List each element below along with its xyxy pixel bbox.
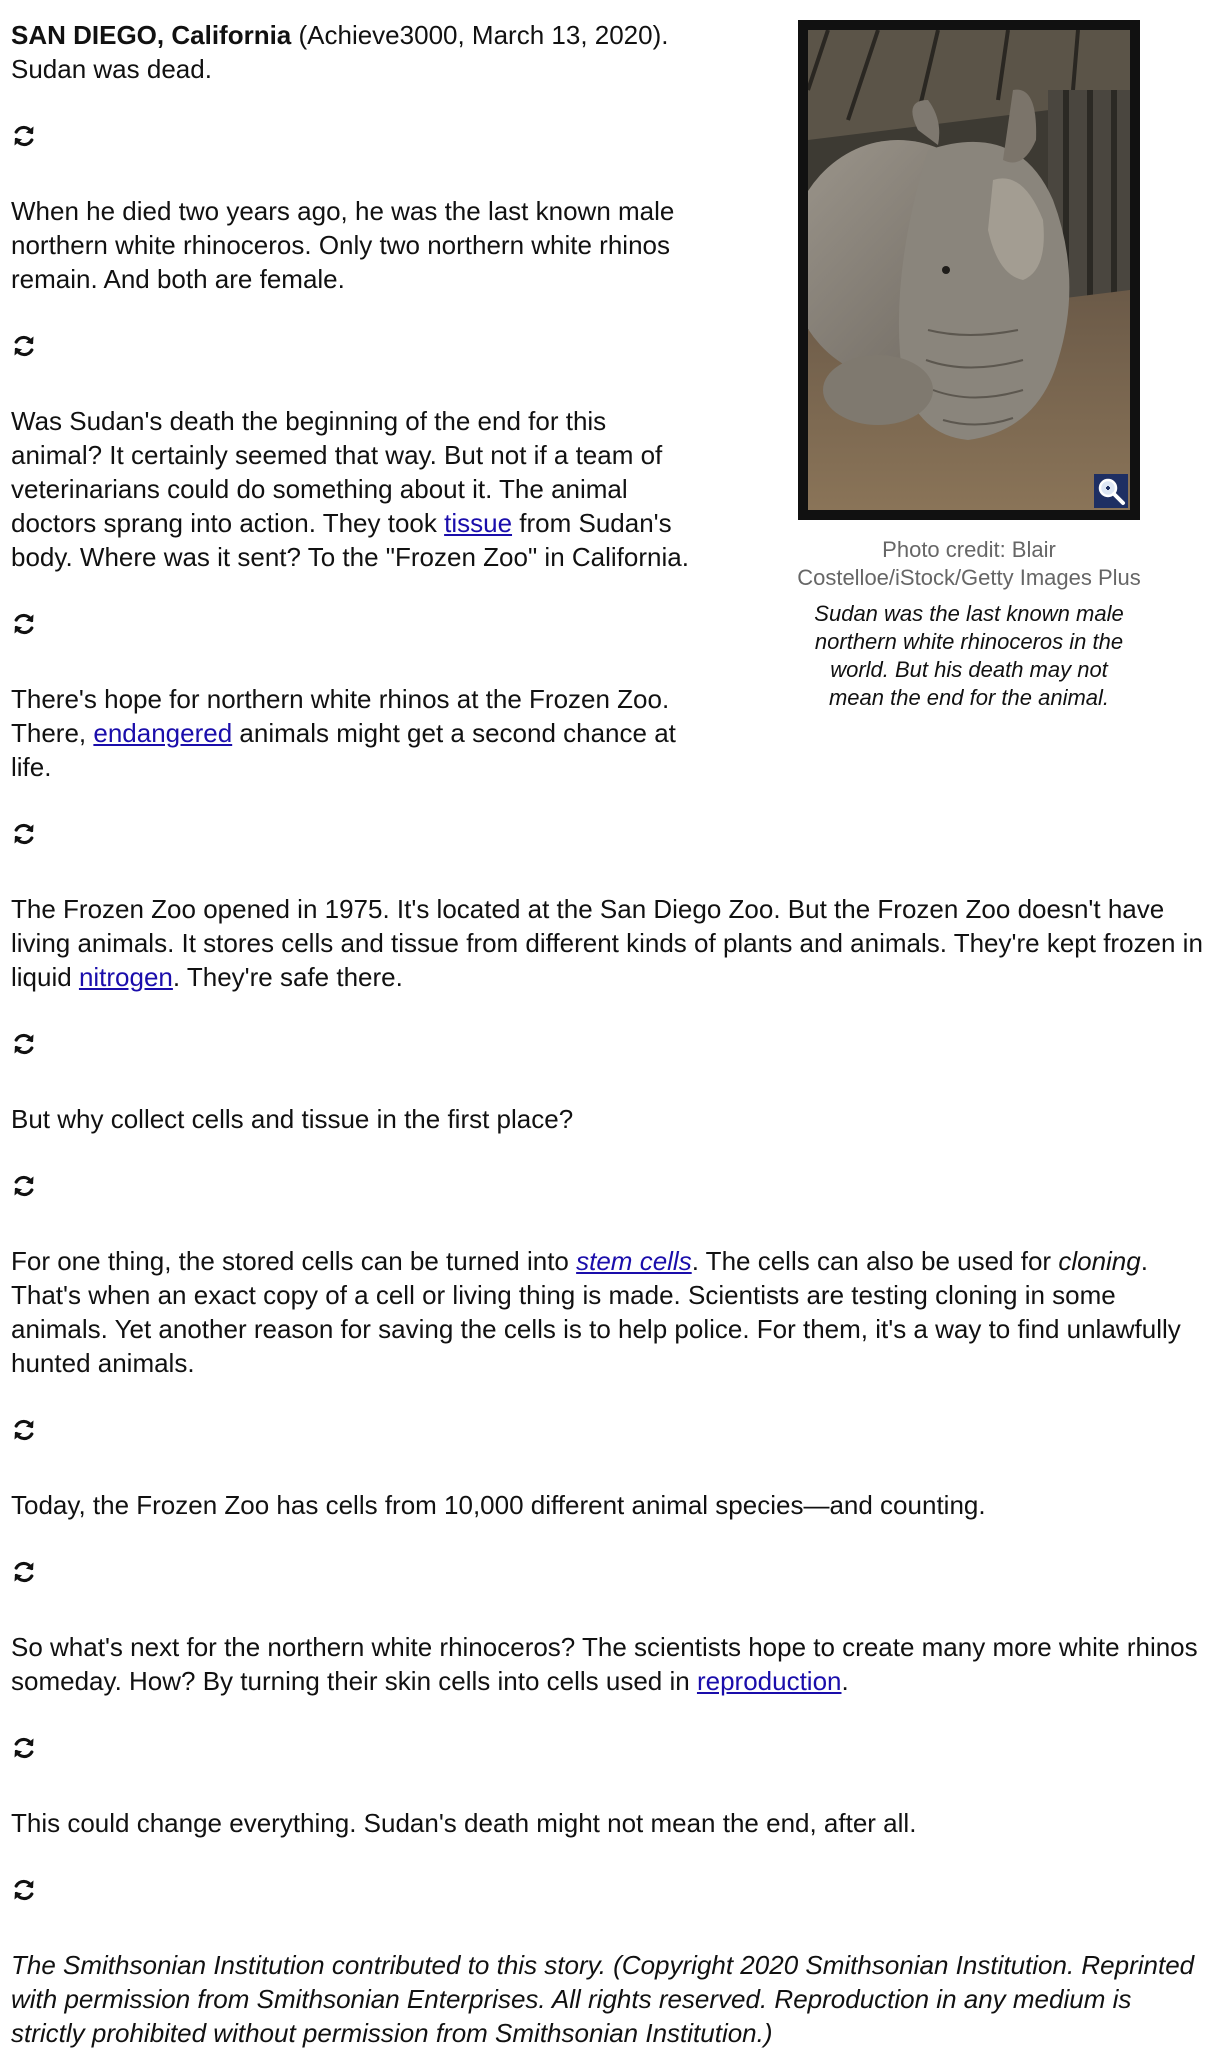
text-run: The Frozen Zoo opened in 1975. It's located at the San Diego Zoo. But the Frozen Zoo doesn't have living animals. It stores cells and tissue from different kinds of plants and animals. They're kept frozen in liquid: [11, 894, 1203, 992]
photo-caption: Sudan was the last known male northern white rhinoceros in the world. But his death may not mean the end for the animal.: [814, 601, 1124, 710]
text-run: Was Sudan's death the beginning of the end for this animal? It certainly seemed that way. But not if a team of veterinarians could do something about it. The animal doctors sprang into action. They took: [11, 406, 663, 538]
refresh-icon[interactable]: [11, 1735, 37, 1761]
refresh-icon[interactable]: [11, 1877, 37, 1903]
paragraph-4: [11, 682, 691, 784]
link-nitrogen[interactable]: nitrogen: [78, 962, 173, 992]
copyright-notice: The Smithsonian Institution contributed to this story. (Copyright 2020 Smithsonian Institution. Reprinted with permission from Smithsonian Enterprises. All rights reserved. Reproduction in any medium is strictly prohibited without permission from Smithsonian Institution.): [11, 1950, 1195, 2048]
refresh-icon[interactable]: [11, 123, 37, 149]
paragraph-7: [11, 1244, 1209, 1380]
paragraph-divider: [11, 1380, 1209, 1488]
paragraph-10: This could change everything. Sudan's death might not mean the end, after all.: [11, 1808, 917, 1838]
photo-credit: Photo credit: Blair Costelloe/iStock/Getty Images Plus: [797, 537, 1141, 590]
text-run: . The cells can also be used for: [691, 1246, 1059, 1276]
refresh-icon[interactable]: [11, 1031, 37, 1057]
text-run: So what's next for the northern white rhinoceros? The scientists hope to create many more white rhinos someday. How? By turning their skin cells into cells used in: [11, 1632, 1198, 1696]
text-run: .: [841, 1666, 849, 1696]
rhino-photo[interactable]: [808, 30, 1130, 510]
text-run: . That's when an exact copy of a cell or living thing is made. Scientists are testing cloning in some animals. Yet another reason for saving the cells is to help police. For them, it's a way to find unlawfully hunted animals.: [11, 1246, 1181, 1378]
paragraph-divider: [11, 1136, 1209, 1244]
source-line: (Achieve3000, March 13, 2020). Sudan was dead.: [11, 20, 669, 84]
paragraph-2: When he died two years ago, he was the last known male northern white rhinoceros. Only two northern white rhinos remain. And both are female.: [11, 196, 675, 294]
text-run: from Sudan's body. Where was it sent? To the "Frozen Zoo" in California.: [11, 508, 689, 572]
paragraph-1: [11, 18, 691, 86]
dateline: SAN DIEGO, California: [11, 20, 292, 50]
text-run: animals might get a second chance at life.: [11, 718, 676, 782]
paragraph-6: But why collect cells and tissue in the first place?: [11, 1104, 574, 1134]
refresh-icon[interactable]: [11, 1173, 37, 1199]
paragraph-9: [11, 1630, 1209, 1698]
paragraph-divider: [11, 994, 1209, 1102]
term-cloning: cloning: [1058, 1246, 1141, 1276]
photo-frame: [798, 20, 1140, 520]
paragraph-5: [11, 892, 1209, 994]
paragraph-divider: [11, 1698, 1209, 1806]
paragraph-8: Today, the Frozen Zoo has cells from 10,000 different animal species—and counting.: [11, 1490, 986, 1520]
refresh-icon[interactable]: [11, 611, 37, 637]
text-run: . They're safe there.: [172, 962, 403, 992]
paragraph-divider: [11, 1522, 1209, 1630]
paragraph-3: [11, 404, 691, 574]
link-reproduction[interactable]: reproduction: [696, 1666, 842, 1696]
refresh-icon[interactable]: [11, 821, 37, 847]
link-endangered[interactable]: endangered: [93, 718, 233, 748]
text-run: For one thing, the stored cells can be turned into: [11, 1246, 577, 1276]
article-figure: [778, 20, 1160, 712]
link-stem-cells[interactable]: stem cells: [576, 1246, 692, 1276]
refresh-icon[interactable]: [11, 1417, 37, 1443]
refresh-icon[interactable]: [11, 333, 37, 359]
refresh-icon[interactable]: [11, 1559, 37, 1585]
text-run: There's hope for northern white rhinos at the Frozen Zoo. There,: [11, 684, 670, 748]
paragraph-divider: [11, 784, 1209, 892]
link-tissue[interactable]: tissue: [444, 508, 513, 538]
zoom-icon[interactable]: [1094, 474, 1128, 508]
paragraph-divider: [11, 1840, 1209, 1948]
